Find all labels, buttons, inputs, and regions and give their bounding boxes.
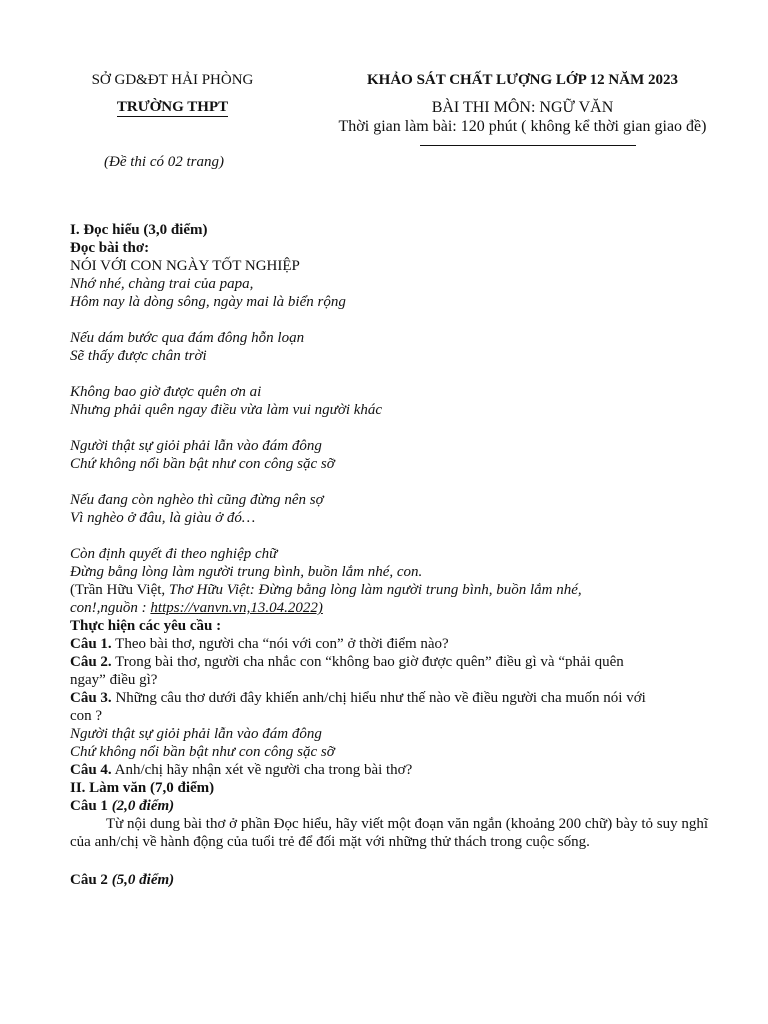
q3-quote: Chứ không nổi bần bật như con công sặc sỡ: [70, 744, 335, 760]
exam-body: [70, 221, 730, 889]
source-link[interactable]: https://vanvn.vn,13.04.2022): [150, 600, 323, 616]
poem-line: Nhưng phải quên ngay điều vừa làm vui người khác: [70, 402, 383, 418]
poem-title: NÓI VỚI CON NGÀY TỐT NGHIỆP: [70, 258, 300, 274]
essay-1-prompt: Từ nội dung bài thơ ở phần Đọc hiểu, hãy viết một đoạn văn ngắn (khoảng 200 chữ) bày tỏ suy nghĩ của anh/chị về hành động của tuổi trẻ để đối mặt với những thử thách trong cuộc sống.: [70, 816, 709, 850]
pages-note: (Đề thi có 02 trang): [104, 154, 224, 170]
poem-source-line2: [70, 599, 730, 617]
q3-quote: Người thật sự giỏi phải lẫn vào đám đông: [70, 726, 322, 742]
poem-line: Người thật sự giỏi phải lẫn vào đám đông: [70, 438, 322, 454]
question-1: [70, 635, 730, 653]
poem-line: Còn định quyết đi theo nghiệp chữ: [70, 546, 278, 562]
poem-line: Nếu dám bước qua đám đông hỗn loạn: [70, 330, 305, 346]
essay-2-heading: [70, 871, 730, 889]
source-author: (Trần Hữu Việt,: [70, 582, 169, 598]
poem-line: Vì nghèo ở đâu, là giàu ở đó…: [70, 510, 256, 526]
c1-points: (2,0 điểm): [111, 798, 175, 814]
header-right: [300, 72, 745, 146]
poem-line: Hôm nay là dòng sông, ngày mai là biển rộng: [70, 294, 346, 310]
question-3: [70, 689, 730, 707]
school-name: [50, 99, 295, 116]
essay-1-heading: [70, 797, 730, 815]
c1-label: Câu 1: [70, 798, 112, 814]
q3-label: Câu 3.: [70, 690, 112, 706]
read-label: Đọc bài thơ:: [70, 240, 150, 256]
question-3-cont: con ?: [70, 708, 103, 724]
question-2: [70, 653, 730, 671]
c2-label: Câu 2: [70, 872, 112, 888]
question-2-cont: ngay” điều gì?: [70, 672, 158, 688]
q3-text: Những câu thơ dưới đây khiến anh/chị hiểu như thế nào về điều người cha muốn nói với: [111, 690, 646, 706]
q1-text: Theo bài thơ, người cha “nói với con” ở thời điểm nào?: [111, 636, 449, 652]
school-name-text: TRƯỜNG THPT: [116, 99, 229, 115]
q4-text: Anh/chị hãy nhận xét về người cha trong bài thơ?: [111, 762, 413, 778]
poem-line: Không bao giờ được quên ơn ai: [70, 384, 262, 400]
poem-source: [70, 581, 730, 599]
poem-line: Nhớ nhé, chàng trai của papa,: [70, 276, 254, 292]
exam-title: KHẢO SÁT CHẤT LƯỢNG LỚP 12 NĂM 2023: [366, 72, 678, 88]
c2-points: (5,0 điểm): [111, 872, 175, 888]
tasks-label: Thực hiện các yêu cầu :: [70, 618, 222, 634]
poem-line: Sẽ thấy được chân trời: [70, 348, 207, 364]
q2-text: Trong bài thơ, người cha nhắc con “không bao giờ được quên” điều gì và “phải quên: [111, 654, 624, 670]
q2-label: Câu 2.: [70, 654, 112, 670]
exam-subject: BÀI THI MÔN: NGỮ VĂN: [431, 99, 614, 116]
header-left: [50, 72, 295, 116]
part1-heading: I. Đọc hiểu (3,0 điểm): [70, 222, 208, 238]
poem-line: Nếu đang còn nghèo thì cũng đừng nên sợ: [70, 492, 324, 508]
source-work: Thơ Hữu Việt: Đừng bằng lòng làm người trung bình, buồn lắm nhé,: [168, 582, 582, 598]
header-divider: [420, 145, 636, 146]
part2-heading: II. Làm văn (7,0 điểm): [70, 780, 215, 796]
department-name: SỞ GD&ĐT HẢI PHÒNG: [91, 72, 254, 88]
question-4: [70, 761, 730, 779]
poem-line: Đừng bằng lòng làm người trung bình, buồn lắm nhé, con.: [70, 564, 423, 580]
poem-line: Chứ không nổi bần bật như con công sặc sỡ: [70, 456, 335, 472]
source-prefix: con!,nguồn :: [70, 600, 151, 616]
q1-label: Câu 1.: [70, 636, 112, 652]
exam-time: Thời gian làm bài: 120 phút ( không kể thời gian giao đề): [338, 118, 707, 135]
q4-label: Câu 4.: [70, 762, 112, 778]
